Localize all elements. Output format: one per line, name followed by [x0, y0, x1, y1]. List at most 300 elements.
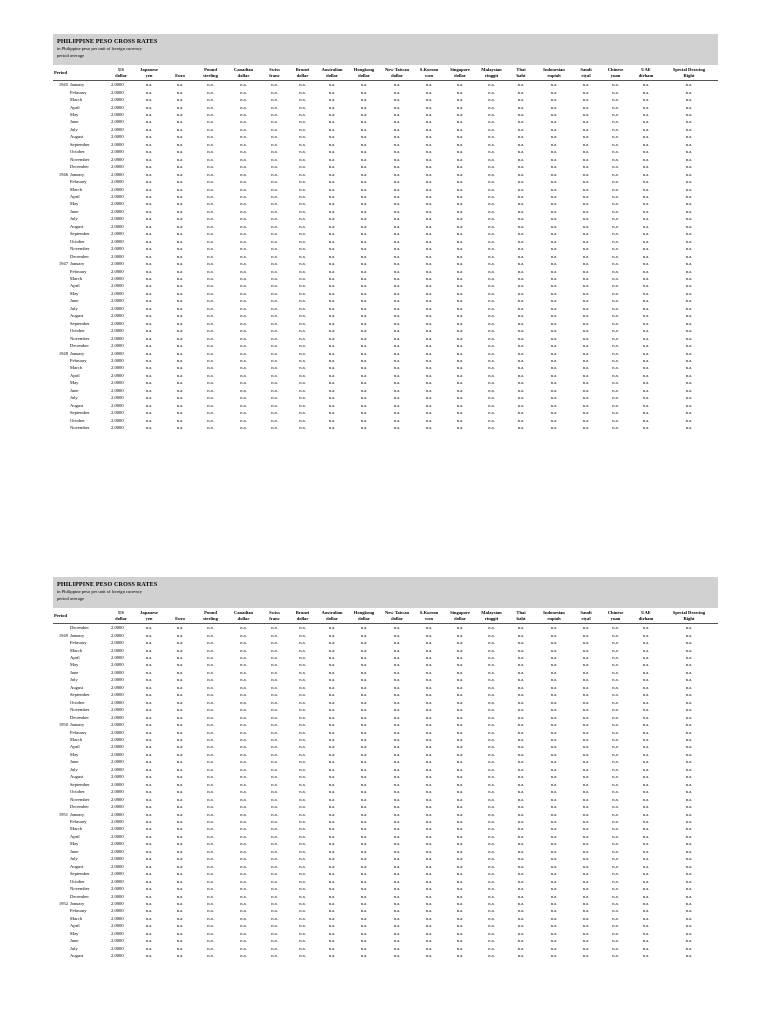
year-cell	[53, 922, 70, 929]
rate-cell: n.a.	[328, 640, 336, 646]
table-row	[53, 848, 718, 855]
rate-cell: n.a.	[207, 246, 214, 252]
rate-cell: n.a.	[685, 425, 693, 431]
table-row	[53, 245, 718, 252]
year-cell: 1950	[58, 722, 68, 728]
rate-cell: n.a.	[685, 938, 693, 944]
usd-cell: 2.0000	[111, 380, 124, 386]
rate-cell: n.a.	[240, 134, 247, 140]
table-row	[53, 223, 718, 230]
rate-cell: n.a.	[488, 841, 495, 847]
rate-cell: n.a.	[488, 953, 495, 959]
rate-cell: n.a.	[685, 953, 693, 959]
column-header	[227, 65, 260, 81]
rate-cell: n.a.	[642, 655, 650, 660]
rate-cell: n.a.	[145, 328, 153, 334]
rate-cell: n.a.	[328, 223, 336, 229]
rate-cell: n.a.	[328, 343, 336, 349]
rate-cell: n.a.	[176, 425, 184, 431]
column-header	[573, 65, 599, 81]
rate-cell: n.a.	[271, 707, 278, 713]
table-row	[53, 758, 718, 765]
column-header	[132, 608, 166, 624]
rate-cell: n.a.	[299, 796, 306, 802]
table-row	[53, 171, 718, 178]
rate-cell: n.a.	[612, 410, 619, 416]
rate-cell: n.a.	[517, 156, 525, 162]
month-cell: December	[70, 804, 89, 810]
table-row	[53, 743, 718, 750]
table-row	[53, 900, 718, 907]
year-cell	[53, 394, 70, 401]
month-cell: July	[70, 216, 78, 222]
rate-cell: n.a.	[488, 647, 495, 653]
rate-cell: n.a.	[145, 164, 153, 170]
rate-cell: n.a.	[642, 253, 650, 259]
year-cell	[53, 639, 70, 646]
rate-cell: n.a.	[299, 231, 306, 237]
rate-cell: n.a.	[271, 640, 278, 646]
column-header-line2: dollar	[237, 72, 250, 78]
rate-cell: n.a.	[612, 714, 619, 720]
rate-cell: n.a.	[360, 372, 368, 378]
table-row	[53, 952, 718, 959]
rate-cell: n.a.	[393, 625, 401, 631]
rate-cell: n.a.	[328, 841, 336, 847]
rate-cell: n.a.	[271, 632, 278, 638]
rate-cell: n.a.	[360, 722, 368, 728]
column-header-line1: US	[118, 610, 124, 615]
rate-cell: n.a.	[176, 89, 184, 95]
rate-cell: n.a.	[328, 290, 336, 296]
rate-cell: n.a.	[240, 796, 247, 802]
rate-cell: n.a.	[176, 953, 184, 959]
rate-cell: n.a.	[488, 97, 495, 103]
rate-cell: n.a.	[145, 253, 153, 259]
rate-cell: n.a.	[685, 164, 693, 170]
rate-cell: n.a.	[685, 171, 693, 177]
rate-cell: n.a.	[550, 246, 558, 252]
column-header-line1: Australian	[321, 67, 343, 72]
rate-cell: n.a.	[393, 841, 401, 847]
rate-cell: n.a.	[207, 156, 214, 162]
rate-cell: n.a.	[456, 632, 464, 638]
rate-cell: n.a.	[517, 833, 525, 839]
rate-cell: n.a.	[582, 119, 590, 125]
rate-cell: n.a.	[425, 201, 433, 207]
rate-cell: n.a.	[271, 811, 278, 817]
rate-cell: n.a.	[582, 134, 590, 140]
rate-cell: n.a.	[456, 208, 464, 214]
rate-cell: n.a.	[207, 871, 214, 877]
rate-cell: n.a.	[582, 372, 590, 378]
rate-cell: n.a.	[642, 759, 650, 765]
rate-cell: n.a.	[517, 677, 525, 683]
year-cell	[53, 818, 70, 825]
rate-cell: n.a.	[642, 677, 650, 683]
rate-cell: n.a.	[360, 253, 368, 259]
table-row	[53, 424, 718, 431]
rate-cell: n.a.	[612, 804, 619, 810]
rate-cell: n.a.	[145, 395, 153, 401]
rate-cell: n.a.	[612, 662, 619, 668]
rate-cell: n.a.	[612, 848, 619, 854]
year-cell	[53, 342, 70, 349]
rate-cell: n.a.	[582, 751, 590, 757]
rate-cell: n.a.	[582, 283, 590, 289]
rate-cell: n.a.	[582, 945, 590, 951]
rate-cell: n.a.	[207, 112, 214, 117]
rate-cell: n.a.	[685, 923, 693, 929]
rate-cell: n.a.	[685, 915, 693, 921]
rate-cell: n.a.	[271, 395, 278, 401]
column-header-line2: Euro	[175, 72, 185, 78]
rate-cell: n.a.	[299, 238, 306, 244]
rate-cell: n.a.	[299, 193, 306, 199]
rate-cell: n.a.	[240, 186, 247, 192]
rate-cell: n.a.	[360, 328, 368, 334]
rate-cell: n.a.	[360, 156, 368, 162]
rate-cell: n.a.	[488, 684, 495, 690]
rate-cell: n.a.	[271, 164, 278, 170]
rate-cell: n.a.	[271, 655, 278, 660]
rate-cell: n.a.	[550, 261, 558, 267]
rate-cell: n.a.	[685, 365, 693, 371]
rate-cell: n.a.	[207, 141, 214, 147]
month-cell: October	[70, 699, 85, 705]
usd-cell: 2.0000	[111, 201, 124, 207]
rate-cell: n.a.	[328, 684, 336, 690]
rate-cell: n.a.	[393, 395, 401, 401]
rate-cell: n.a.	[612, 863, 619, 869]
header-row	[53, 608, 718, 624]
rate-cell: n.a.	[240, 223, 247, 229]
rate-cell: n.a.	[488, 848, 495, 854]
column-header	[414, 608, 444, 624]
column-header-line1: Special Drawing	[672, 67, 706, 72]
rate-cell: n.a.	[456, 216, 464, 222]
rate-cell: n.a.	[456, 826, 464, 832]
rate-cell: n.a.	[393, 729, 401, 735]
rate-cell: n.a.	[328, 298, 336, 304]
rate-cell: n.a.	[176, 662, 184, 668]
rate-cell: n.a.	[328, 833, 336, 839]
month-cell: November	[70, 425, 90, 431]
rate-cell: n.a.	[360, 640, 368, 646]
year-cell	[53, 773, 70, 780]
rate-cell: n.a.	[642, 417, 650, 423]
rate-cell: n.a.	[612, 632, 619, 638]
rate-cell: n.a.	[488, 313, 495, 319]
table-row	[53, 833, 718, 840]
rate-cell: n.a.	[207, 826, 214, 832]
rate-cell: n.a.	[360, 938, 368, 944]
usd-cell: 2.0000	[111, 89, 124, 95]
rate-cell: n.a.	[393, 856, 401, 862]
rate-cell: n.a.	[456, 923, 464, 929]
rate-cell: n.a.	[393, 335, 401, 341]
month-cell: October	[70, 878, 85, 884]
rate-cell: n.a.	[425, 863, 433, 869]
rate-cell: n.a.	[425, 677, 433, 683]
rate-cell: n.a.	[517, 134, 525, 140]
column-header-line2: yen	[145, 615, 153, 621]
rate-cell: n.a.	[642, 156, 650, 162]
rate-cell: n.a.	[425, 335, 433, 341]
rate-cell: n.a.	[240, 246, 247, 252]
rate-cell: n.a.	[393, 343, 401, 349]
rate-cell: n.a.	[517, 781, 525, 787]
rate-cell: n.a.	[393, 149, 401, 155]
rate-cell: n.a.	[176, 908, 184, 914]
year-cell	[53, 387, 70, 394]
column-header-line2: ringgit	[484, 72, 499, 78]
rate-cell: n.a.	[550, 744, 558, 750]
usd-cell: 2.0000	[111, 171, 124, 177]
rate-cell: n.a.	[456, 930, 464, 936]
rate-cell: n.a.	[207, 253, 214, 259]
rate-cell: n.a.	[240, 372, 247, 378]
rate-cell: n.a.	[425, 171, 433, 177]
rate-cell: n.a.	[299, 729, 306, 735]
rate-cell: n.a.	[456, 744, 464, 750]
column-header	[380, 608, 414, 624]
rate-cell: n.a.	[271, 871, 278, 877]
rate-cell: n.a.	[360, 900, 368, 906]
month-cell: November	[70, 156, 90, 162]
rate-cell: n.a.	[240, 774, 247, 780]
rate-cell: n.a.	[240, 863, 247, 869]
rate-cell: n.a.	[550, 149, 558, 155]
rate-cell: n.a.	[685, 305, 693, 311]
year-cell	[53, 833, 70, 840]
column-header-line1: Malaysian	[481, 67, 502, 72]
rate-cell: n.a.	[360, 878, 368, 884]
usd-cell: 2.0000	[111, 833, 124, 839]
month-cell: October	[70, 238, 85, 244]
rate-cell: n.a.	[550, 900, 558, 906]
rate-cell: n.a.	[328, 365, 336, 371]
rate-cell: n.a.	[207, 796, 214, 802]
rate-cell: n.a.	[685, 357, 693, 363]
rate-cell: n.a.	[488, 112, 495, 117]
rate-cell: n.a.	[176, 223, 184, 229]
rate-cell: n.a.	[550, 320, 558, 326]
rate-cell: n.a.	[299, 201, 306, 207]
table-row	[53, 215, 718, 222]
rate-cell: n.a.	[582, 357, 590, 363]
rate-cell: n.a.	[328, 714, 336, 720]
rate-cell: n.a.	[360, 350, 368, 356]
rate-cell: n.a.	[517, 953, 525, 959]
rate-cell: n.a.	[642, 402, 650, 408]
rate-cell: n.a.	[517, 856, 525, 862]
rate-cell: n.a.	[360, 410, 368, 416]
table-row	[53, 357, 718, 364]
rate-cell: n.a.	[271, 387, 278, 393]
column-header-line1: Malaysian	[481, 610, 502, 615]
rate-cell: n.a.	[517, 640, 525, 646]
table-row	[53, 178, 718, 185]
rate-cell: n.a.	[642, 647, 650, 653]
rate-cell: n.a.	[240, 930, 247, 936]
rate-cell: n.a.	[393, 930, 401, 936]
usd-cell: 2.0000	[111, 126, 124, 132]
rate-cell: n.a.	[488, 789, 495, 795]
usd-cell: 2.0000	[111, 112, 124, 117]
rate-cell: n.a.	[425, 290, 433, 296]
column-header-line1: UAE	[641, 67, 651, 72]
month-cell: June	[70, 208, 79, 214]
column-header	[110, 608, 132, 624]
rate-cell: n.a.	[612, 707, 619, 713]
rate-cell: n.a.	[328, 238, 336, 244]
column-header-line2: franc	[269, 72, 280, 78]
rate-cell: n.a.	[271, 275, 278, 281]
rate-cell: n.a.	[425, 953, 433, 959]
rate-cell: n.a.	[488, 811, 495, 817]
rate-cell: n.a.	[550, 298, 558, 304]
rate-cell: n.a.	[488, 915, 495, 921]
rate-cell: n.a.	[207, 179, 214, 185]
rate-cell: n.a.	[328, 156, 336, 162]
rate-cell: n.a.	[582, 395, 590, 401]
rate-cell: n.a.	[360, 818, 368, 824]
year-cell	[53, 684, 70, 691]
rate-cell: n.a.	[582, 425, 590, 431]
month-cell: August	[70, 684, 84, 690]
table-row	[53, 639, 718, 646]
rate-cell: n.a.	[517, 313, 525, 319]
rate-cell: n.a.	[328, 112, 336, 117]
rate-cell: n.a.	[582, 238, 590, 244]
rate-cell: n.a.	[582, 647, 590, 653]
rate-cell: n.a.	[517, 112, 525, 117]
rate-cell: n.a.	[550, 216, 558, 222]
rate-cell: n.a.	[488, 856, 495, 862]
column-header-line2: baht	[516, 615, 526, 621]
rate-cell: n.a.	[550, 796, 558, 802]
rate-cell: n.a.	[425, 640, 433, 646]
rate-cell: n.a.	[393, 938, 401, 944]
rate-cell: n.a.	[176, 365, 184, 371]
rate-cell: n.a.	[550, 632, 558, 638]
rate-cell: n.a.	[240, 253, 247, 259]
rate-cell: n.a.	[328, 736, 336, 742]
rate-cell: n.a.	[425, 305, 433, 311]
rate-cell: n.a.	[456, 119, 464, 125]
year-cell	[53, 825, 70, 832]
year-cell	[53, 200, 70, 207]
rate-cell: n.a.	[685, 141, 693, 147]
rate-cell: n.a.	[271, 744, 278, 750]
rate-cell: n.a.	[299, 97, 306, 103]
rate-cell: n.a.	[550, 156, 558, 162]
rate-cell: n.a.	[328, 900, 336, 906]
rate-cell: n.a.	[207, 89, 214, 95]
year-cell	[53, 156, 70, 163]
rate-cell: n.a.	[425, 164, 433, 170]
rate-cell: n.a.	[240, 402, 247, 408]
rate-cell: n.a.	[360, 841, 368, 847]
rate-cell: n.a.	[299, 246, 306, 252]
column-header-line1: Hongkong	[353, 67, 375, 72]
rate-cell: n.a.	[488, 119, 495, 125]
table-row	[53, 96, 718, 103]
rate-cell: n.a.	[425, 923, 433, 929]
rate-cell: n.a.	[360, 238, 368, 244]
rate-cell: n.a.	[271, 863, 278, 869]
column-header-line2: rupiah	[547, 72, 561, 78]
rate-cell: n.a.	[145, 112, 153, 117]
column-header-line2: dollar	[326, 615, 338, 621]
rate-cell: n.a.	[393, 751, 401, 757]
month-cell: January	[70, 811, 85, 817]
rate-cell: n.a.	[207, 848, 214, 854]
column-header	[632, 65, 660, 81]
rate-cell: n.a.	[612, 908, 619, 914]
rate-cell: n.a.	[612, 164, 619, 170]
rate-cell: n.a.	[299, 350, 306, 356]
rate-cell: n.a.	[299, 669, 306, 675]
rate-cell: n.a.	[176, 156, 184, 162]
usd-cell: 2.0000	[111, 923, 124, 929]
rate-cell: n.a.	[360, 692, 368, 698]
rate-cell: n.a.	[685, 684, 693, 690]
column-header	[444, 608, 476, 624]
rate-cell: n.a.	[425, 692, 433, 698]
month-cell: August	[70, 774, 84, 780]
rate-cell: n.a.	[271, 804, 278, 810]
rate-cell: n.a.	[176, 112, 184, 117]
rate-cell: n.a.	[299, 134, 306, 140]
rate-cell: n.a.	[517, 141, 525, 147]
month-cell: January	[70, 82, 85, 88]
rate-cell: n.a.	[240, 908, 247, 914]
rate-cell: n.a.	[642, 662, 650, 668]
rate-cell: n.a.	[517, 290, 525, 296]
rate-cell: n.a.	[517, 328, 525, 334]
rate-cell: n.a.	[328, 908, 336, 914]
rate-cell: n.a.	[612, 766, 619, 772]
month-cell: March	[70, 915, 82, 921]
rate-cell: n.a.	[425, 744, 433, 750]
rate-cell: n.a.	[299, 357, 306, 363]
rate-cell: n.a.	[685, 201, 693, 207]
rate-cell: n.a.	[360, 915, 368, 921]
month-cell: August	[70, 313, 84, 319]
column-header-line1: Saudi	[580, 610, 592, 615]
rate-cell: n.a.	[145, 231, 153, 237]
rate-cell: n.a.	[456, 417, 464, 423]
column-header-line1: Pound	[204, 67, 217, 72]
rate-cell: n.a.	[425, 208, 433, 214]
rate-cell: n.a.	[299, 156, 306, 162]
rate-cell: n.a.	[393, 201, 401, 207]
usd-cell: 2.0000	[111, 908, 124, 914]
month-cell: August	[70, 953, 84, 959]
rate-cell: n.a.	[582, 365, 590, 371]
rate-cell: n.a.	[425, 425, 433, 431]
rate-cell: n.a.	[517, 692, 525, 698]
rate-cell: n.a.	[393, 707, 401, 713]
column-header-line1: Thai	[516, 67, 526, 72]
rate-cell: n.a.	[207, 878, 214, 884]
year-cell	[53, 699, 70, 706]
rate-cell: n.a.	[425, 223, 433, 229]
report-subtitle: in Philippine peso per unit of foreign currency	[57, 589, 143, 594]
month-cell: January	[70, 900, 85, 906]
